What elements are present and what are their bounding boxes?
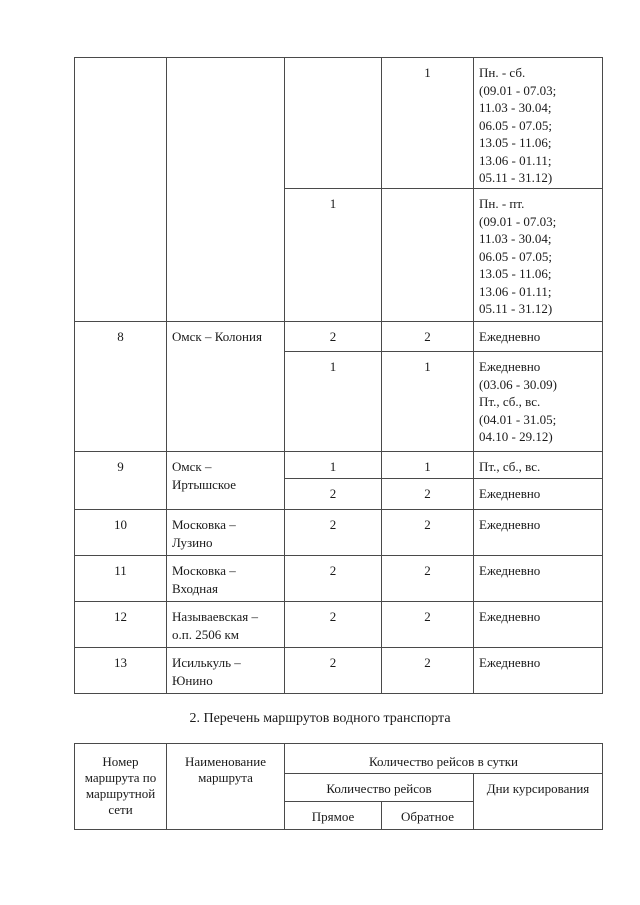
trips-back-cell: 2 — [382, 556, 474, 602]
days-cell: Ежедневно — [474, 556, 603, 602]
trips-forward-cell: 2 — [285, 648, 382, 694]
days-cell: Ежедневно — [474, 648, 603, 694]
days-cell: Ежедневно — [474, 602, 603, 648]
route-name-cell: Московка – Входная — [167, 556, 285, 602]
days-cell: Пт., сб., вс. — [474, 452, 603, 479]
header-trips-count: Количество рейсов — [285, 774, 474, 802]
route-name-cell: Московка – Лузино — [167, 510, 285, 556]
header-route-number: Номер маршрута по маршрутной сети — [75, 744, 167, 830]
route-name-cell: Омск – Колония — [167, 322, 285, 452]
routes-table — [74, 57, 603, 694]
header-back: Обратное — [382, 802, 474, 830]
trips-back-cell: 1 — [382, 452, 474, 479]
table-row — [75, 556, 603, 602]
section-2-title: 2. Перечень маршрутов водного транспорта — [189, 711, 451, 726]
days-cell: Ежедневно — [474, 322, 603, 352]
route-name-cell: Омск – Иртышское — [167, 452, 285, 510]
days-cell: Пн. - пт. (09.01 - 07.03; 11.03 - 30.04; 06.05 - 07.05; 13.05 - 11.06; 13.06 - 01.11; 05.11 - 31.12) — [474, 189, 603, 322]
trips-back-cell: 2 — [382, 479, 474, 510]
route-number-cell: 12 — [75, 602, 167, 648]
table-row — [75, 322, 603, 352]
table-row — [75, 602, 603, 648]
route-name-cell: Называевская – о.п. 2506 км — [167, 602, 285, 648]
route-number-cell: 13 — [75, 648, 167, 694]
header-days: Дни курсирования — [474, 774, 603, 830]
route-name-cell — [167, 58, 285, 322]
trips-back-cell: 1 — [382, 58, 474, 189]
route-number-cell: 10 — [75, 510, 167, 556]
table-row — [75, 648, 603, 694]
trips-forward-cell: 2 — [285, 479, 382, 510]
route-name-cell: Исилькуль – Юнино — [167, 648, 285, 694]
table-row — [75, 510, 603, 556]
days-cell: Ежедневно — [474, 479, 603, 510]
trips-forward-cell — [285, 58, 382, 189]
trips-forward-cell: 2 — [285, 322, 382, 352]
trips-forward-cell: 1 — [285, 452, 382, 479]
trips-forward-cell: 2 — [285, 602, 382, 648]
table-row — [75, 452, 603, 479]
trips-back-cell — [382, 189, 474, 322]
trips-back-cell: 2 — [382, 602, 474, 648]
days-cell: Ежедневно (03.06 - 30.09) Пт., сб., вс. (04.01 - 31.05; 04.10 - 29.12) — [474, 352, 603, 452]
route-number-cell — [75, 58, 167, 322]
route-number-cell: 8 — [75, 322, 167, 452]
table-row — [75, 58, 603, 189]
trips-forward-cell: 1 — [285, 352, 382, 452]
header-route-name: Наименование маршрута — [167, 744, 285, 830]
days-cell: Ежедневно — [474, 510, 603, 556]
trips-forward-cell: 2 — [285, 510, 382, 556]
trips-forward-cell: 1 — [285, 189, 382, 322]
trips-back-cell: 2 — [382, 648, 474, 694]
trips-forward-cell: 2 — [285, 556, 382, 602]
days-cell: Пн. - сб. (09.01 - 07.03; 11.03 - 30.04; 06.05 - 07.05; 13.05 - 11.06; 13.06 - 01.11; 05.11 - 31.12) — [474, 58, 603, 189]
trips-back-cell: 2 — [382, 322, 474, 352]
trips-back-cell: 1 — [382, 352, 474, 452]
trips-back-cell: 2 — [382, 510, 474, 556]
header-forward: Прямое — [285, 802, 382, 830]
route-number-cell: 9 — [75, 452, 167, 510]
water-routes-table-header — [74, 743, 603, 830]
header-trips-per-day: Количество рейсов в сутки — [285, 744, 603, 774]
route-number-cell: 11 — [75, 556, 167, 602]
